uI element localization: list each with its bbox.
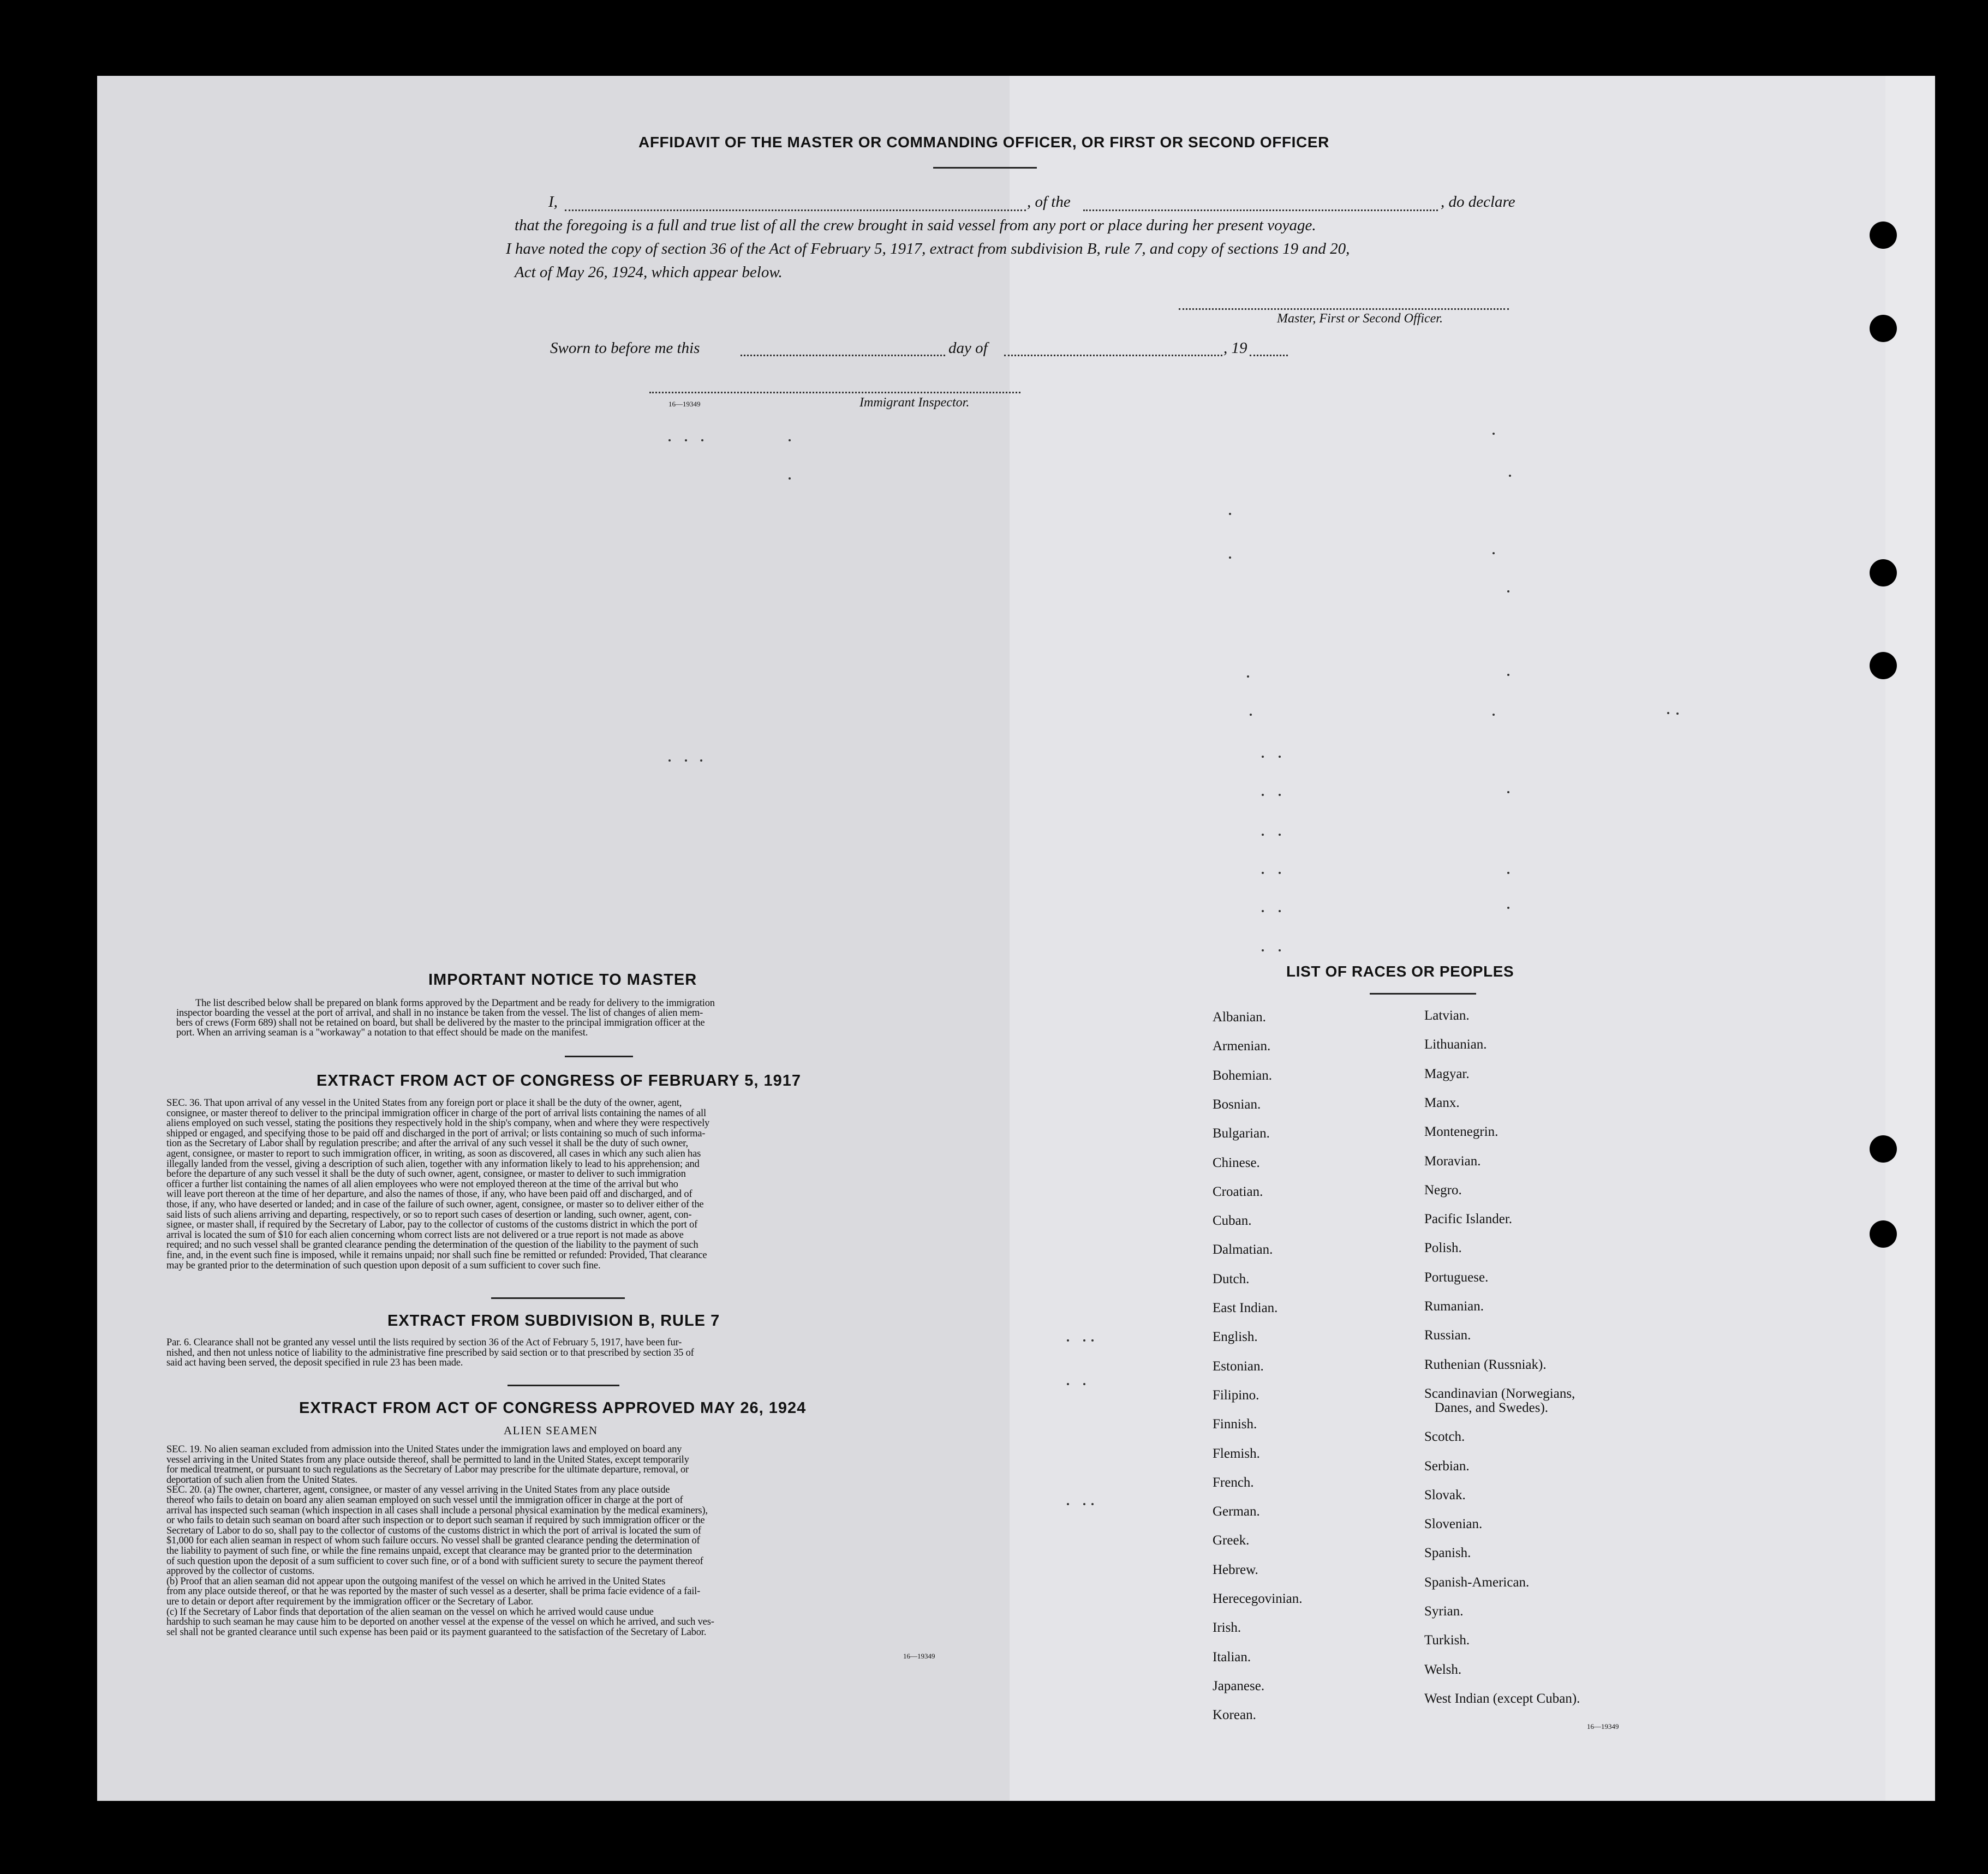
affidavit-line-3: I have noted the copy of section 36 of the Act of February 5, 1917, extract from subdivision B, rule 7, and copy of sections 19 and 20,	[506, 240, 1350, 258]
races-underline	[1370, 993, 1476, 995]
affidavit-line-2: that the foregoing is a full and true list of all the crew brought in said vessel from any port or place during her present voyage.	[515, 217, 1316, 234]
legal-text-line: may be granted prior to the determination of such question upon deposit of a sum sufficient to cover such fine.	[166, 1260, 601, 1271]
legal-text-line: ure to detain or deport after requirement by the immigration officer or the Secretary of Labor.	[166, 1596, 534, 1607]
legal-text-line: from any place outside thereof, or that he was reported by the master of such vessel as a deserter, shall be prima facie evidence of a fail-	[166, 1586, 701, 1597]
race-item: Slovak.	[1424, 1487, 1466, 1502]
races-title: LIST OF RACES OR PEOPLES	[1286, 963, 1514, 980]
vessel-blank	[1083, 209, 1438, 211]
race-item: Irish.	[1213, 1620, 1241, 1636]
race-item: Estonian.	[1213, 1358, 1264, 1374]
speck	[1067, 1339, 1069, 1342]
speck	[1083, 1383, 1085, 1385]
race-item: Manx.	[1424, 1095, 1460, 1110]
legal-text-line: deportation of such alien from the United States.	[166, 1474, 357, 1486]
race-item: Finnish.	[1213, 1417, 1257, 1432]
speck	[1507, 872, 1509, 874]
legal-text-line: aliens employed on such vessel, stating the positions they respectively hold in the ship's company, when and where they were respectively	[166, 1118, 710, 1129]
legal-text-line: approved by the collector of customs.	[166, 1566, 315, 1577]
speck	[1091, 1339, 1094, 1342]
notice-title: IMPORTANT NOTICE TO MASTER	[428, 971, 697, 989]
binder-hole	[1870, 1220, 1897, 1248]
affidavit-title: AFFIDAVIT OF THE MASTER OR COMMANDING OFFICER, OR FIRST OR SECOND OFFICER	[638, 134, 1329, 151]
notice-line: The list described below shall be prepared on blank forms approved by the Department and be ready for delivery to the immigration	[195, 998, 715, 1009]
year-blank	[1250, 355, 1288, 356]
legal-text-line: thereof who fails to detain on board any alien seaman employed on such vessel until the immigration officer in charge at the port of	[166, 1495, 683, 1506]
legal-text-line: of such question upon the deposit of a sum sufficient to cover such fine, or of a bond with sufficient surety to secure the payment thereof	[166, 1555, 703, 1567]
legal-text-line: SEC. 19. No alien seaman excluded from admission into the United States under the immigration laws and employed on board any	[166, 1444, 682, 1455]
speck	[1262, 834, 1264, 836]
race-item: Japanese.	[1213, 1678, 1265, 1693]
speck	[700, 759, 702, 762]
race-item: Filipino.	[1213, 1387, 1259, 1403]
race-item: Chinese.	[1213, 1155, 1260, 1170]
speck	[1676, 713, 1679, 715]
legal-text-line: will leave port thereon at the time of her departure, and also the names of those, if any, who have been paid off and discharged, and of	[166, 1189, 692, 1200]
notice-line: inspector boarding the vessel at the port of arrival, and shall in no instance be taken from the vessel. The list of changes of alien mem-	[176, 1008, 703, 1019]
speck	[1507, 674, 1509, 676]
legal-text-line: signee, or master shall, if required by the Secretary of Labor, pay to the collector of customs of the customs district in which the port of	[166, 1219, 698, 1231]
speck	[1279, 949, 1281, 951]
act-1917-divider	[491, 1297, 625, 1299]
sworn-day-blank	[741, 355, 945, 356]
legal-text-line: tion as the Secretary of Labor shall by regulation prescribe; and after the arrival of any such vessel it shall be the duty of such owner,	[166, 1138, 688, 1149]
race-item: Dutch.	[1213, 1271, 1250, 1286]
inspector-caption: Immigrant Inspector.	[859, 396, 970, 410]
race-item: Polish.	[1424, 1241, 1462, 1256]
legal-text-line: arrival has inspected such seaman (which inspection in all cases shall include a personal physical examination by the medical examiners),	[166, 1505, 708, 1516]
title-underline	[933, 167, 1037, 169]
affidavit-of-the: , of the	[1027, 193, 1071, 211]
legal-text-line: required; and no such vessel shall be granted clearance pending the determination of the question of the liability to the payment of such	[166, 1240, 699, 1251]
race-item: Hebrew.	[1213, 1562, 1258, 1577]
speck	[668, 439, 671, 441]
affidavit-i-label: I,	[548, 193, 558, 211]
race-item: Serbian.	[1424, 1458, 1470, 1474]
speck	[1067, 1383, 1069, 1385]
race-item: Magyar.	[1424, 1066, 1470, 1081]
speck	[1507, 590, 1509, 592]
speck	[1667, 712, 1669, 714]
race-item: Rumanian.	[1424, 1299, 1484, 1314]
legal-text-line: officer a further list containing the names of all alien employees who were not employed thereon at the time of the arrival but who	[166, 1178, 678, 1190]
signature-caption: Master, First or Second Officer.	[1277, 312, 1443, 326]
race-item: Latvian.	[1424, 1008, 1470, 1023]
notice-line: port. When an arriving seaman is a "workaway" a notation to that effect should be made on the manifest.	[176, 1027, 588, 1038]
speck	[1279, 834, 1281, 836]
race-item: Spanish.	[1424, 1546, 1471, 1561]
binder-hole	[1870, 221, 1897, 249]
race-item: Bulgarian.	[1213, 1126, 1270, 1141]
speck	[1262, 910, 1264, 912]
binder-hole	[1870, 315, 1897, 342]
speck	[1083, 1503, 1085, 1505]
legal-text-line: agent, consignee, or master to report to such immigration officer, in writing, as soon as discovered, all cases in which any such alien has	[166, 1148, 701, 1159]
race-item: German.	[1213, 1504, 1260, 1519]
legal-text-line: for medical treatment, or pursuant to such regulations as the Secretary of Labor may prescribe for the ultimate departure, removal, or	[166, 1464, 689, 1476]
speck	[1509, 475, 1511, 477]
speck	[1493, 433, 1495, 435]
race-item: Negro.	[1424, 1182, 1462, 1198]
inspector-blank	[649, 392, 1020, 393]
affidavit-do-declare: , do declare	[1441, 193, 1515, 211]
race-item: Spanish-American.	[1424, 1574, 1530, 1590]
race-item: Dalmatian.	[1213, 1242, 1273, 1258]
legal-text-line: SEC. 36. That upon arrival of any vessel in the United States from any foreign port or place it shall be the duty of the owner, agent,	[166, 1098, 682, 1109]
speck	[789, 477, 791, 480]
speck	[668, 759, 671, 762]
signature-blank	[1179, 308, 1509, 310]
legal-text-line: Secretary of Labor to do so, shall pay to the collector of customs of the customs district in which the port of arrival is located the sum of	[166, 1525, 701, 1536]
legal-text-line: (c) If the Secretary of Labor finds that deportation of the alien seaman on the vessel on which he arrived would cause undue	[166, 1606, 654, 1618]
race-item: East Indian.	[1213, 1301, 1278, 1315]
race-item: Armenian.	[1213, 1039, 1271, 1054]
speck	[1493, 552, 1495, 554]
speck	[1279, 794, 1281, 796]
race-item: Cuban.	[1213, 1213, 1252, 1229]
speck	[1229, 556, 1231, 559]
race-item: West Indian (except Cuban).	[1424, 1691, 1580, 1706]
speck	[1091, 1503, 1094, 1505]
year-label: , 19	[1223, 339, 1247, 357]
act-1924-title: EXTRACT FROM ACT OF CONGRESS APPROVED MAY 26, 1924	[299, 1399, 807, 1417]
binder-hole	[1870, 652, 1897, 679]
race-item: Portuguese.	[1424, 1270, 1489, 1285]
speck	[685, 759, 687, 762]
race-item: Korean.	[1213, 1708, 1256, 1723]
legal-text-line: $1,000 for each alien seaman in respect of whom such failure occurs. No vessel shall be granted clearance pending the determination of	[166, 1535, 700, 1547]
race-item: Russian.	[1424, 1328, 1471, 1343]
race-item: Herecegovinian.	[1213, 1591, 1303, 1606]
race-item: Lithuanian.	[1424, 1037, 1487, 1052]
race-item: Syrian.	[1424, 1604, 1464, 1619]
form-number-top: 16—19349	[668, 400, 701, 408]
binder-hole	[1870, 1135, 1897, 1163]
race-item: Moravian.	[1424, 1153, 1481, 1169]
speck	[685, 439, 687, 441]
speck	[1067, 1503, 1069, 1505]
legal-text-line: before the departure of any such vessel it shall be the duty of such owner, agent, consignee, or master to deliver to such immigration	[166, 1169, 686, 1180]
legal-text-line: fine, and, in the event such fine is imposed, while it remains unpaid; nor shall such fine be remitted or refunded: Provided, That clearance	[166, 1250, 707, 1261]
speck	[1507, 907, 1509, 909]
race-item: Montenegrin.	[1424, 1124, 1499, 1140]
alien-seamen-subtitle: ALIEN SEAMEN	[504, 1424, 598, 1437]
legal-text-line: hardship to such seaman he may cause him to be deported on another vessel at the expense of the vessel on which he arrived, and such ves-	[166, 1616, 714, 1628]
race-item: Bosnian.	[1213, 1097, 1261, 1112]
act-1917-title: EXTRACT FROM ACT OF CONGRESS OF FEBRUARY 5, 1917	[317, 1072, 802, 1089]
speck	[1083, 1339, 1085, 1342]
binder-hole	[1870, 559, 1897, 586]
sworn-label: Sworn to before me this	[550, 339, 700, 357]
name-blank	[565, 209, 1026, 211]
legal-text-line: Par. 6. Clearance shall not be granted any vessel until the lists required by section 36 of the Act of February 5, 1917, have been fur-	[166, 1337, 682, 1348]
speck	[789, 439, 791, 441]
race-item: Bohemian.	[1213, 1068, 1273, 1083]
speck	[1279, 910, 1281, 912]
race-item: Pacific Islander.	[1424, 1212, 1513, 1227]
race-item: French.	[1213, 1475, 1254, 1490]
legal-text-line: illegally landed from the vessel, giving a description of such alien, together with any information likely to lead to his apprehension; and	[166, 1158, 700, 1170]
legal-text-line: sel shall not be granted clearance until such expense has been paid or its payment guaranteed to the satisfaction of the Secretary of Labor.	[166, 1626, 707, 1638]
race-item: Croatian.	[1213, 1184, 1263, 1199]
legal-text-line: (b) Proof that an alien seaman did not appear upon the outgoing manifest of the vessel on which he arrived in the United States	[166, 1576, 666, 1587]
legal-text-line: consignee, or master thereof to deliver to the principal immigration officer in charge of the port of arrival lists containing the names of all	[166, 1107, 706, 1119]
speck	[1493, 714, 1495, 716]
speck	[1262, 756, 1264, 758]
speck	[1262, 794, 1264, 796]
race-item: Turkish.	[1424, 1633, 1470, 1648]
speck	[1229, 513, 1231, 515]
speck	[701, 439, 703, 441]
race-item: Flemish.	[1213, 1446, 1260, 1461]
legal-text-line: shipped or engaged, and specifying those to be paid off and discharged in the port of arrival; or lists containing so much of such informa-	[166, 1128, 706, 1139]
legal-text-line: nished, and then not unless notice of liability to the administrative fine prescribed by said section or to that prescribed by section 35 of	[166, 1347, 694, 1358]
speck	[1250, 714, 1252, 716]
form-number-right: 16—19349	[1587, 1722, 1619, 1731]
speck	[1507, 791, 1509, 793]
notice-line: bers of crews (Form 689) shall not be retained on board, but shall be delivered by the master to the principal immigration officer at the	[176, 1017, 705, 1028]
affidavit-line-4: Act of May 26, 1924, which appear below.	[515, 264, 783, 281]
legal-text-line: arrival is located the sum of $10 for each alien concerning whom correct lists are not delivered or a true report is not made as above	[166, 1229, 684, 1241]
race-item: Greek.	[1213, 1533, 1250, 1548]
sworn-month-blank	[1004, 355, 1222, 356]
legal-text-line: the liability to payment of such fine, or while the fine remains unpaid, except that clearance may be granted prior to the determination	[166, 1546, 692, 1556]
speck	[1262, 872, 1264, 874]
legal-text-line: SEC. 20. (a) The owner, charterer, agent, consignee, or master of any vessel arriving in the United States from any place outside	[166, 1484, 670, 1496]
rule-7-title: EXTRACT FROM SUBDIVISION B, RULE 7	[387, 1312, 720, 1330]
speck	[1279, 872, 1281, 874]
speck	[1279, 756, 1281, 758]
race-item: Welsh.	[1424, 1662, 1462, 1677]
form-number-left: 16—19349	[903, 1652, 935, 1660]
race-item: Slovenian.	[1424, 1517, 1483, 1532]
legal-text-line: said act having been served, the deposit specified in rule 23 has been made.	[166, 1357, 463, 1369]
race-item: English.	[1213, 1330, 1258, 1345]
race-item: Ruthenian (Russniak).	[1424, 1357, 1547, 1372]
speck	[1247, 675, 1249, 678]
race-item: Italian.	[1213, 1649, 1251, 1665]
legal-text-line: said lists of such aliens arriving and departing, respectively, or so to report such cases of desertion or landing, such owner, agent, con-	[166, 1209, 692, 1220]
speck	[1262, 949, 1264, 951]
legal-text-line: vessel arriving in the United States from any place outside thereof, shall be permitted to land in the United States, except temporarily	[166, 1454, 689, 1465]
legal-text-line: those, if any, who have deserted or landed; and in case of the failure of such owner, agent, consignee, or master so to deliver either of the	[166, 1199, 704, 1210]
race-item: Albanian.	[1213, 1010, 1266, 1025]
legal-text-line: or who fails to detain such seaman on board after such inspection or to deport such seaman if required by such immigration officer or the	[166, 1515, 705, 1526]
rule-7-divider	[508, 1385, 619, 1386]
day-of-label: day of	[948, 339, 988, 357]
race-item: Scandinavian (Norwegians, Danes, and Swedes).	[1424, 1386, 1575, 1415]
notice-divider	[565, 1056, 633, 1057]
race-item: Scotch.	[1424, 1429, 1465, 1445]
